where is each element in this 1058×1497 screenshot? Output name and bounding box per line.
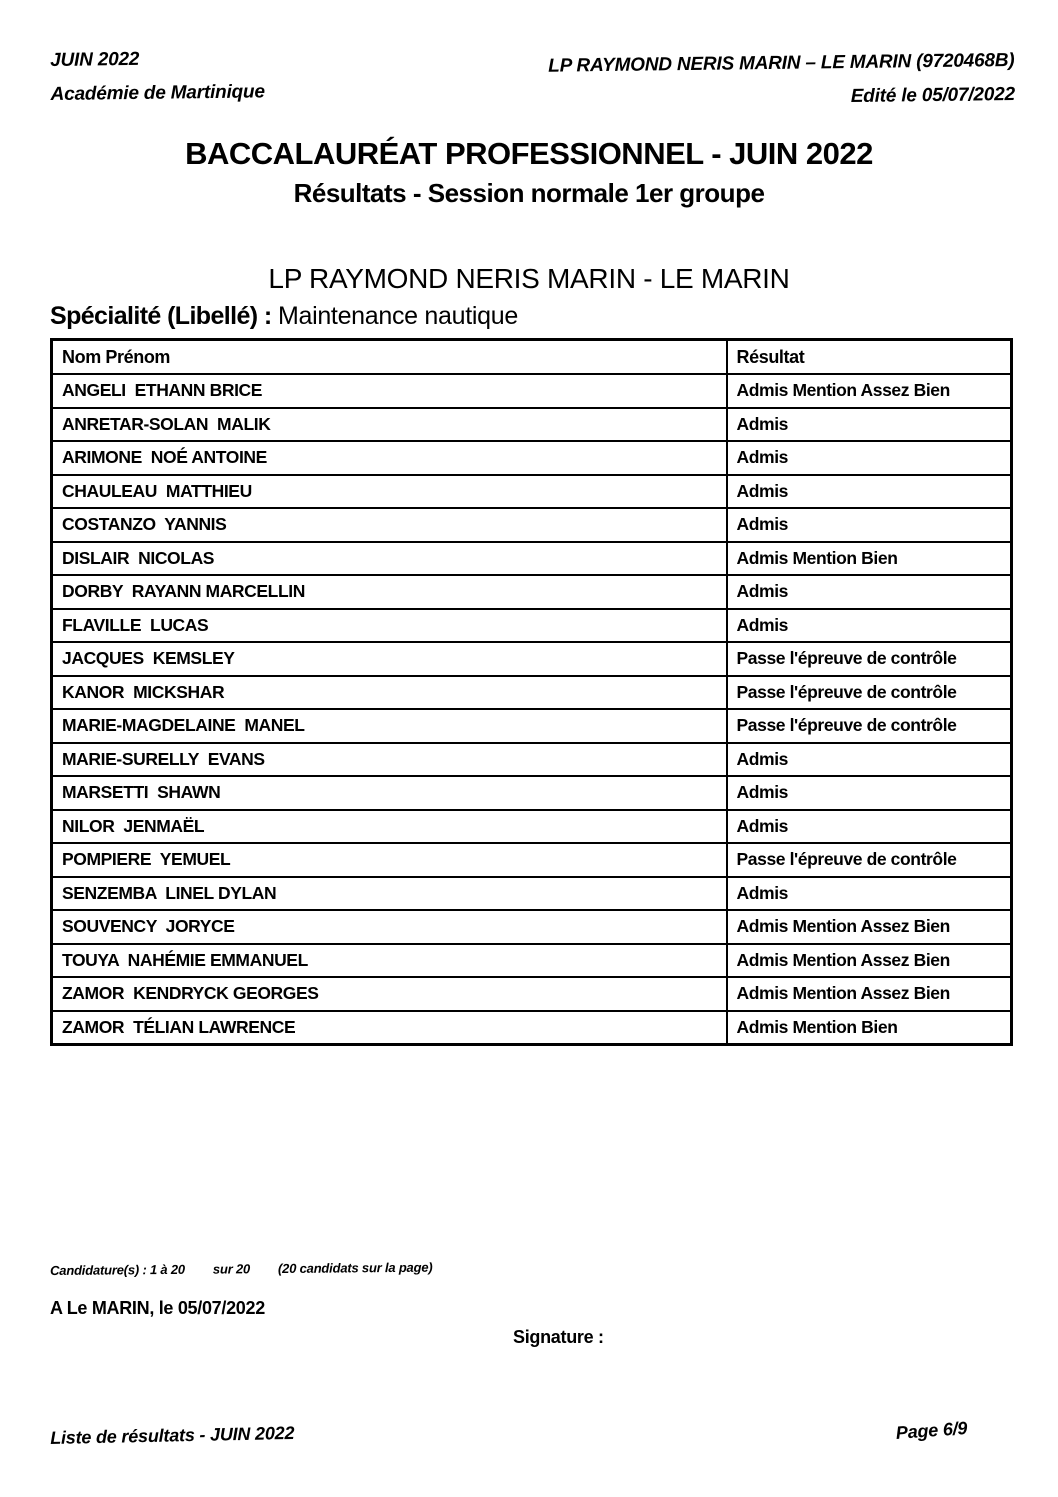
table-row (52, 642, 1012, 676)
result-cell: Admis (727, 441, 1012, 475)
table-row (52, 475, 1012, 509)
result-cell: Admis (727, 776, 1012, 810)
name-cell: DORBY RAYANN MARCELLIN (52, 575, 727, 609)
table-row (52, 575, 1012, 609)
name-cell: TOUYA NAHÉMIE EMMANUEL (52, 944, 727, 978)
table-row (52, 441, 1012, 475)
result-cell: Admis (727, 475, 1012, 509)
specialty-value: Maintenance nautique (277, 302, 518, 330)
name-cell: KANOR MICKSHAR (52, 676, 727, 710)
name-cell: SENZEMBA LINEL DYLAN (52, 877, 727, 911)
table-row (52, 508, 1012, 542)
table-header-row (52, 340, 1012, 375)
header-cell-result: Résultat (727, 340, 1012, 375)
school-name: LP RAYMOND NERIS MARIN - LE MARIN (268, 263, 790, 294)
name-cell: DISLAIR NICOLAS (52, 542, 727, 576)
candidature-range: Candidature(s) : 1 à 20 (50, 1261, 185, 1278)
edition-date: Edité le 05/07/2022 (850, 83, 1015, 108)
name-cell: ZAMOR KENDRYCK GEORGES (52, 977, 727, 1011)
candidature-summary (50, 1259, 461, 1278)
result-cell: Admis Mention Assez Bien (727, 977, 1012, 1011)
results-table-body (52, 374, 1012, 1045)
name-cell: SOUVENCY JORYCE (52, 910, 727, 944)
footer-doc-title: Liste de résultats - JUIN 2022 (50, 1422, 295, 1448)
name-cell: JACQUES KEMSLEY (52, 642, 727, 676)
specialty-label: Spécialité (Libellé) : (50, 302, 278, 330)
result-cell: Passe l'épreuve de contrôle (727, 843, 1012, 877)
name-cell: FLAVILLE LUCAS (52, 609, 727, 643)
result-cell: Admis (727, 508, 1012, 542)
result-cell: Admis (727, 408, 1012, 442)
table-row (52, 910, 1012, 944)
header-right (548, 44, 1015, 118)
result-cell: Passe l'épreuve de contrôle (727, 676, 1012, 710)
place-date: A Le MARIN, le 05/07/2022 (50, 1298, 265, 1318)
table-row (52, 944, 1012, 978)
name-cell: NILOR JENMAËL (52, 810, 727, 844)
signature-label: Signature : (513, 1327, 604, 1347)
name-cell: CHAULEAU MATTHIEU (52, 475, 727, 509)
candidature-page-count: (20 candidats sur la page) (277, 1259, 433, 1277)
result-cell: Admis (727, 877, 1012, 911)
table-row (52, 676, 1012, 710)
result-cell: Admis (727, 810, 1012, 844)
name-cell: COSTANZO YANNIS (52, 508, 727, 542)
table-row (52, 374, 1012, 408)
header-left (50, 41, 265, 112)
name-cell: MARIE-SURELLY EVANS (52, 743, 727, 777)
table-row (52, 877, 1012, 911)
result-cell: Admis Mention Bien (727, 542, 1012, 576)
result-cell: Admis (727, 609, 1012, 643)
session-label: JUIN 2022 (50, 48, 140, 71)
name-cell: ANGELI ETHANN BRICE (52, 374, 727, 408)
result-cell: Admis Mention Bien (727, 1011, 1012, 1045)
table-row (52, 609, 1012, 643)
page-number: Page 6/9 (894, 1418, 968, 1443)
result-cell: Admis (727, 743, 1012, 777)
table-row (52, 843, 1012, 877)
name-cell: MARIE-MAGDELAINE MANEL (52, 709, 727, 743)
table-row (52, 709, 1012, 743)
result-cell: Admis Mention Assez Bien (727, 910, 1012, 944)
name-cell: ARIMONE NOÉ ANTOINE (52, 441, 727, 475)
result-cell: Passe l'épreuve de contrôle (727, 709, 1012, 743)
name-cell: POMPIERE YEMUEL (52, 843, 727, 877)
table-row (52, 776, 1012, 810)
name-cell: MARSETTI SHAWN (52, 776, 727, 810)
result-cell: Admis (727, 575, 1012, 609)
main-title: BACCALAURÉAT PROFESSIONNEL - JUIN 2022 (185, 136, 873, 171)
table-row (52, 1011, 1012, 1045)
table-row (52, 408, 1012, 442)
table-row (52, 542, 1012, 576)
result-cell: Admis Mention Assez Bien (727, 944, 1012, 978)
sub-title: Résultats - Session normale 1er groupe (293, 178, 765, 208)
table-row (52, 810, 1012, 844)
specialty-line (50, 302, 518, 331)
candidature-total: sur 20 (212, 1261, 251, 1277)
header-cell-name: Nom Prénom (52, 340, 727, 375)
table-row (52, 977, 1012, 1011)
academy-label: Académie de Martinique (50, 81, 265, 105)
table-row (52, 743, 1012, 777)
result-cell: Admis Mention Assez Bien (727, 374, 1012, 408)
result-cell: Passe l'épreuve de contrôle (727, 642, 1012, 676)
name-cell: ANRETAR-SOLAN MALIK (52, 408, 727, 442)
name-cell: ZAMOR TÉLIAN LAWRENCE (52, 1011, 727, 1045)
results-table (50, 338, 1013, 1046)
establishment-code: LP RAYMOND NERIS MARIN – LE MARIN (9720468B) (547, 49, 1015, 77)
